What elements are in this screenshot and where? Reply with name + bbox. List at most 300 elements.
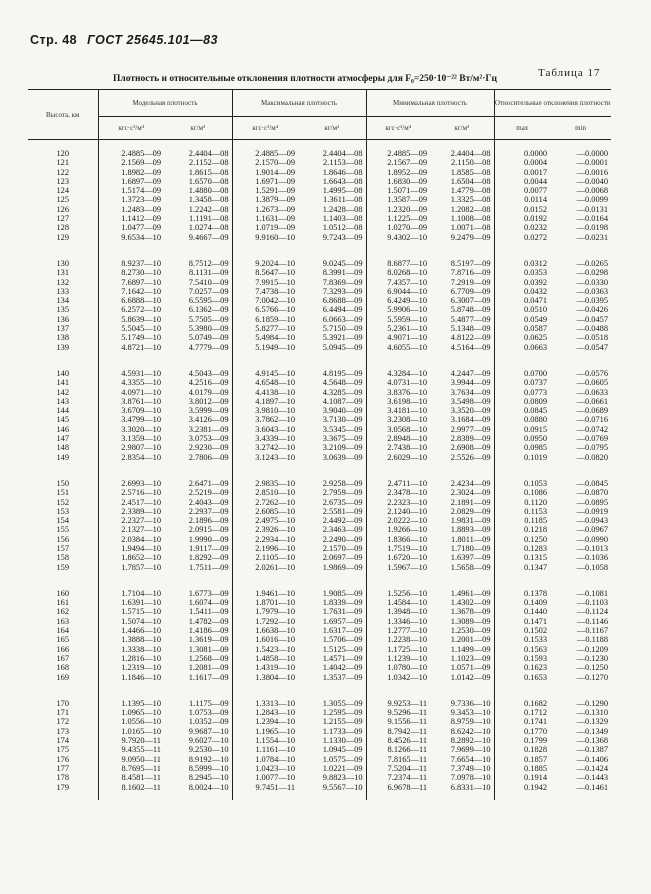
value-cell: 1.0165—10 xyxy=(98,727,164,736)
height-cell: 166 xyxy=(56,644,70,654)
value-cell: 0.0044 xyxy=(494,177,550,186)
value-cell: 1.1225—09 xyxy=(366,214,430,223)
table-row xyxy=(28,563,611,580)
value-cell: 0.0700 xyxy=(494,360,550,378)
value-cell: 7.3749—10 xyxy=(450,763,491,773)
value-cell: 9.7336—10 xyxy=(450,698,491,708)
page-number: Стр. 48 xyxy=(30,33,78,47)
table-row xyxy=(28,425,611,434)
value-cell: —0.0231 xyxy=(576,232,609,242)
value-cell: —0.1368 xyxy=(576,736,609,746)
value-cell: 4.3284—10 xyxy=(366,360,430,378)
value-cell: —0.0605 xyxy=(576,378,609,388)
value-cell: 9.7920—11 xyxy=(98,736,164,745)
value-cell: —0.1103 xyxy=(576,598,609,608)
table-row xyxy=(28,498,611,507)
value-cell: 1.0512—08 xyxy=(322,223,363,233)
value-cell: 1.0423—10 xyxy=(232,764,298,773)
value-cell: 1.8646—08 xyxy=(322,167,363,177)
table-row xyxy=(28,453,611,470)
value-cell: 2.4043—09 xyxy=(188,497,229,507)
value-cell: 1.1617—09 xyxy=(188,672,229,682)
value-cell: 2.1153—08 xyxy=(323,158,363,168)
value-cell: 6.5595—09 xyxy=(188,296,229,306)
table-row xyxy=(28,717,611,726)
height-cell: 122 xyxy=(56,167,70,177)
value-cell: 8.1131—09 xyxy=(189,268,229,278)
value-cell: 2.3478—10 xyxy=(366,488,430,497)
value-cell: 2.1896—09 xyxy=(188,516,229,526)
value-cell: 1.2082—08 xyxy=(450,204,491,214)
value-cell: 1.5411—09 xyxy=(189,607,229,617)
value-cell: 1.4302—09 xyxy=(450,598,491,608)
value-cell: 5.9906—10 xyxy=(366,305,430,314)
height-cell: 178 xyxy=(56,773,70,783)
value-cell: —0.0919 xyxy=(576,506,609,516)
value-cell: —0.0716 xyxy=(576,415,609,425)
value-cell: 1.0571—09 xyxy=(450,663,491,673)
value-cell: 1.5423—10 xyxy=(232,645,298,654)
value-cell: 1.3537—09 xyxy=(322,672,363,682)
table-row xyxy=(28,783,611,800)
value-cell: 1.2816—10 xyxy=(98,654,164,663)
value-cell: 3.8376—10 xyxy=(366,388,430,397)
value-cell: 2.4711—10 xyxy=(366,470,430,488)
value-cell: 3.9040—09 xyxy=(322,406,363,416)
height-cell: 175 xyxy=(56,745,70,755)
value-cell: 0.1712 xyxy=(494,708,550,717)
table-body xyxy=(28,140,611,800)
value-cell: 4.1087—09 xyxy=(322,396,363,406)
height-cell: 155 xyxy=(56,525,70,535)
value-cell: 8.1266—11 xyxy=(366,745,430,754)
table-row xyxy=(28,360,611,378)
value-cell: 1.2530—09 xyxy=(450,626,491,636)
value-cell: 1.0077—10 xyxy=(232,773,298,782)
value-cell: 2.5716—10 xyxy=(98,488,164,497)
value-cell: 2.4885—09 xyxy=(366,140,430,159)
value-cell: 3.4126—09 xyxy=(188,415,229,425)
value-cell: 8.3991—09 xyxy=(322,268,363,278)
height-cell: 149 xyxy=(56,452,70,462)
value-cell: —0.0518 xyxy=(576,333,609,343)
value-cell: 1.4880—08 xyxy=(188,186,229,196)
value-cell: —0.1058 xyxy=(576,562,609,572)
value-cell: 9.2479—09 xyxy=(450,232,491,242)
value-cell: 5.4984—10 xyxy=(232,333,298,342)
value-cell: 9.5567—10 xyxy=(322,782,363,792)
value-cell: 3.5345—09 xyxy=(322,424,363,434)
value-cell: 9.4302—10 xyxy=(366,233,430,250)
value-cell: 1.3723—09 xyxy=(98,195,164,204)
value-cell: 1.8893—09 xyxy=(450,525,491,535)
value-cell: 4.2516—09 xyxy=(188,378,229,388)
value-cell: —0.0769 xyxy=(576,434,609,444)
value-cell: 3.2308—10 xyxy=(366,415,430,424)
height-cell: 145 xyxy=(56,415,70,425)
value-cell: 5.1949—10 xyxy=(232,343,298,360)
value-cell: 1.6720—10 xyxy=(366,553,430,562)
value-cell: 0.0152 xyxy=(494,205,550,214)
value-cell: 2.2323—10 xyxy=(366,498,430,507)
value-cell: 1.9990—09 xyxy=(188,534,229,544)
value-cell: 7.9699—10 xyxy=(450,745,491,755)
table-title: Плотность и относительные отклонения плотности атмосферы для F₀=250·10⁻²² Вт/м²·Гц xyxy=(113,74,497,84)
value-cell: 1.6016—10 xyxy=(232,635,298,644)
value-cell: 6.9044—10 xyxy=(366,287,430,296)
value-cell: 2.8948—10 xyxy=(366,434,430,443)
value-cell: 8.6877—10 xyxy=(366,250,430,268)
height-cell: 173 xyxy=(56,726,70,736)
value-cell: 1.2155—09 xyxy=(322,717,363,727)
value-cell: 2.6085—10 xyxy=(232,507,298,516)
value-cell: 2.4517—10 xyxy=(98,498,164,507)
value-cell: —0.1081 xyxy=(576,588,609,598)
col-height: Высота, км xyxy=(28,90,98,140)
value-cell: 1.6074—09 xyxy=(188,598,229,608)
value-cell: 1.1965—10 xyxy=(232,727,298,736)
col-min: Минимальная плотность xyxy=(366,90,494,117)
value-cell: —0.1230 xyxy=(576,653,609,663)
value-cell: 1.3619—09 xyxy=(188,635,229,645)
standard-code: ГОСТ 25645.101—83 xyxy=(87,33,219,47)
value-cell: 1.8366—10 xyxy=(366,535,430,544)
value-cell: 0.1828 xyxy=(494,745,550,754)
height-cell: 154 xyxy=(56,516,70,526)
value-cell: 1.7104—10 xyxy=(98,580,164,598)
value-cell: 0.0232 xyxy=(494,223,550,232)
value-cell: 2.4404—08 xyxy=(450,149,491,158)
value-cell: 2.8510—10 xyxy=(232,488,298,497)
value-cell: 9.9253—11 xyxy=(366,690,430,708)
value-cell: 3.2742—10 xyxy=(232,443,298,452)
table-row xyxy=(28,745,611,754)
value-cell: 1.3611—08 xyxy=(323,195,363,205)
col-deviation: Относительные отклонения плотности xyxy=(494,90,611,117)
value-cell: 1.3081—09 xyxy=(188,644,229,654)
value-cell: 3.1243—10 xyxy=(232,453,298,470)
unit-max: max xyxy=(494,117,550,140)
height-cell: 130 xyxy=(56,258,70,268)
value-cell: 1.0342—10 xyxy=(366,673,430,690)
value-cell: —0.0870 xyxy=(576,488,609,498)
table-row xyxy=(28,205,611,214)
value-cell: 1.5291—09 xyxy=(232,186,298,195)
table-row xyxy=(28,195,611,204)
value-cell: 1.0556—10 xyxy=(98,717,164,726)
value-cell: 6.0663—09 xyxy=(322,314,363,324)
value-cell: 0.0845 xyxy=(494,406,550,415)
table-row xyxy=(28,673,611,690)
height-cell: 147 xyxy=(56,434,70,444)
value-cell: 1.3879—09 xyxy=(232,195,298,204)
height-cell: 144 xyxy=(56,406,70,416)
value-cell: 1.2242—08 xyxy=(188,204,229,214)
height-cell: 123 xyxy=(56,176,70,186)
value-cell: 0.1086 xyxy=(494,488,550,497)
table-row xyxy=(28,287,611,296)
table-row xyxy=(28,617,611,626)
table-row xyxy=(28,268,611,277)
value-cell: 7.6897—10 xyxy=(98,278,164,287)
value-cell: 1.1395—10 xyxy=(98,690,164,708)
value-cell: 1.1330—09 xyxy=(322,736,363,746)
value-cell: —0.0633 xyxy=(576,387,609,397)
value-cell: 0.1682 xyxy=(494,690,550,708)
table-row xyxy=(28,158,611,167)
height-cell: 146 xyxy=(56,424,70,434)
value-cell: —0.0099 xyxy=(576,195,609,205)
value-cell: 6.1859—10 xyxy=(232,315,298,324)
value-cell: 0.1741 xyxy=(494,717,550,726)
value-cell: 2.0261—10 xyxy=(232,563,298,580)
value-cell: 1.9869—09 xyxy=(322,562,363,572)
value-cell: 4.5043—09 xyxy=(188,368,229,378)
value-cell: 3.5999—09 xyxy=(188,406,229,416)
value-cell: 1.3338—10 xyxy=(98,645,164,654)
value-cell: 0.0353 xyxy=(494,268,550,277)
value-cell: 7.3293—09 xyxy=(322,286,363,296)
value-cell: 3.4339—10 xyxy=(232,434,298,443)
value-cell: 5.1348—09 xyxy=(450,324,491,334)
value-cell: 1.6773—09 xyxy=(188,588,229,598)
value-cell: 0.0587 xyxy=(494,324,550,333)
value-cell: 1.7979—10 xyxy=(232,607,298,616)
value-cell: 1.2777—10 xyxy=(366,626,430,635)
value-cell: 1.2001—09 xyxy=(450,635,491,645)
value-cell: 5.8639—10 xyxy=(98,315,164,324)
height-cell: 168 xyxy=(56,663,70,673)
value-cell: 2.1891—09 xyxy=(450,497,491,507)
table-row xyxy=(28,305,611,314)
value-cell: —0.1290 xyxy=(576,698,609,708)
value-cell: 1.7631—09 xyxy=(322,607,363,617)
height-cell: 125 xyxy=(56,195,70,205)
value-cell: 0.1593 xyxy=(494,654,550,663)
value-cell: 1.6570—08 xyxy=(188,176,229,186)
value-cell: 8.5197—09 xyxy=(450,258,491,268)
value-cell: 0.1378 xyxy=(494,580,550,598)
value-cell: 1.2595—09 xyxy=(322,708,363,718)
table-row xyxy=(28,626,611,635)
value-cell: 1.7180—09 xyxy=(450,543,491,553)
value-cell: 1.7511—09 xyxy=(189,562,229,572)
unit-min: min xyxy=(550,117,611,140)
height-cell: 120 xyxy=(56,149,70,158)
table-row xyxy=(28,635,611,644)
value-cell: 0.0737 xyxy=(494,378,550,387)
height-cell: 126 xyxy=(56,204,70,214)
unit-kgs: кгс·с²/м⁴ xyxy=(98,117,164,140)
value-cell: 2.4975—10 xyxy=(232,516,298,525)
value-cell: 0.0114 xyxy=(494,195,550,204)
value-cell: 5.8277—10 xyxy=(232,324,298,333)
value-cell: 2.0222—10 xyxy=(366,516,430,525)
value-cell: 0.1283 xyxy=(494,544,550,553)
table-row xyxy=(28,186,611,195)
value-cell: 0.0471 xyxy=(494,296,550,305)
value-cell: 2.9230—09 xyxy=(188,443,229,453)
height-cell: 128 xyxy=(56,223,70,233)
value-cell: 2.4885—09 xyxy=(232,140,298,159)
value-cell: 1.2238—10 xyxy=(366,635,430,644)
value-cell: 1.1403—08 xyxy=(322,214,363,224)
value-cell: 2.4885—09 xyxy=(98,140,164,159)
value-cell: —0.1188 xyxy=(576,635,609,645)
value-cell: 7.5204—11 xyxy=(366,764,430,773)
value-cell: —0.1406 xyxy=(576,754,609,764)
value-cell: 6.8688—09 xyxy=(322,296,363,306)
value-cell: 0.0915 xyxy=(494,425,550,434)
height-cell: 156 xyxy=(56,534,70,544)
value-cell: 5.7150—09 xyxy=(322,324,363,334)
value-cell: 0.0985 xyxy=(494,443,550,452)
height-cell: 150 xyxy=(56,478,70,488)
height-cell: 134 xyxy=(56,296,70,306)
value-cell: 4.0971—10 xyxy=(98,388,164,397)
value-cell: 1.5706—09 xyxy=(322,635,363,645)
value-cell: 0.1053 xyxy=(494,470,550,488)
value-cell: 4.6548—10 xyxy=(232,378,298,387)
value-cell: 4.8721—10 xyxy=(98,343,164,360)
value-cell: 4.1897—10 xyxy=(232,397,298,406)
value-cell: 4.0731—10 xyxy=(366,378,430,387)
value-cell: 0.0004 xyxy=(494,158,550,167)
table-row xyxy=(28,507,611,516)
value-cell: 1.3587—09 xyxy=(366,195,430,204)
value-cell: 1.0719—09 xyxy=(232,223,298,232)
value-cell: 1.1554—10 xyxy=(232,736,298,745)
value-cell: 2.7806—09 xyxy=(188,452,229,462)
value-cell: 1.6971—09 xyxy=(232,177,298,186)
value-cell: 1.8339—09 xyxy=(322,598,363,608)
table-row xyxy=(28,654,611,663)
value-cell: 0.1799 xyxy=(494,736,550,745)
table-row xyxy=(28,388,611,397)
value-cell: 0.0773 xyxy=(494,388,550,397)
value-cell: 9.1556—11 xyxy=(366,717,430,726)
value-cell: 2.1150—08 xyxy=(451,158,491,168)
value-cell: 2.5526—09 xyxy=(450,452,491,462)
value-cell: 2.8389—09 xyxy=(450,434,491,444)
value-cell: 1.1175—09 xyxy=(189,698,229,708)
value-cell: 0.0880 xyxy=(494,415,550,424)
value-cell: 3.6709—10 xyxy=(98,406,164,415)
value-cell: 7.5410—09 xyxy=(188,277,229,287)
table-row xyxy=(28,315,611,324)
value-cell: 6.4494—09 xyxy=(322,305,363,315)
value-cell: 3.6198—10 xyxy=(366,397,430,406)
value-cell: 1.1412—09 xyxy=(98,214,164,223)
value-cell: 7.0257—09 xyxy=(188,286,229,296)
value-cell: 2.8354—10 xyxy=(98,453,164,470)
value-cell: 6.3007—09 xyxy=(450,296,491,306)
table-row xyxy=(28,580,611,598)
value-cell: 0.0392 xyxy=(494,278,550,287)
value-cell: 0.1942 xyxy=(494,783,550,800)
value-cell: 1.3325—08 xyxy=(450,195,491,205)
value-cell: 3.7130—09 xyxy=(322,415,363,425)
value-cell: 1.4466—10 xyxy=(98,626,164,635)
value-cell: 1.3804—10 xyxy=(232,673,298,690)
value-cell: 9.2530—10 xyxy=(188,745,229,755)
value-cell: 7.2374—11 xyxy=(366,773,430,782)
value-cell: —0.0068 xyxy=(576,186,609,196)
value-cell: 3.4799—10 xyxy=(98,415,164,424)
value-cell: 5.4877—09 xyxy=(450,314,491,324)
value-cell: —0.1146 xyxy=(576,616,609,626)
value-cell: 2.2327—10 xyxy=(98,516,164,525)
value-cell: 9.5296—11 xyxy=(366,708,430,717)
value-cell: —0.0164 xyxy=(576,214,609,224)
value-cell: 0.1563 xyxy=(494,645,550,654)
value-cell: 1.2568—09 xyxy=(188,653,229,663)
value-cell: —0.0363 xyxy=(576,286,609,296)
value-cell: 1.6397—09 xyxy=(450,553,491,563)
value-cell: 0.1471 xyxy=(494,617,550,626)
table-row xyxy=(28,324,611,333)
value-cell: 1.6504—08 xyxy=(450,176,491,186)
value-cell: 2.2490—09 xyxy=(322,534,363,544)
value-cell: 1.3458—08 xyxy=(188,195,229,205)
height-cell: 135 xyxy=(56,305,70,315)
value-cell: 3.3520—09 xyxy=(450,406,491,416)
value-cell: 5.2361—10 xyxy=(366,324,430,333)
value-cell: 8.5647—10 xyxy=(232,268,298,277)
value-cell: 7.2919—09 xyxy=(450,277,491,287)
height-cell: 121 xyxy=(56,158,70,168)
value-cell: 1.1161—10 xyxy=(232,745,298,754)
value-cell: 4.6055—10 xyxy=(366,343,430,360)
value-cell: 9.4667—09 xyxy=(188,232,229,242)
value-cell: —0.1329 xyxy=(576,717,609,727)
col-max: Максимальная плотность xyxy=(232,90,366,117)
value-cell: 0.0272 xyxy=(494,233,550,250)
value-cell: 1.5074—10 xyxy=(98,617,164,626)
value-cell: 1.1733—09 xyxy=(322,726,363,736)
value-cell: 7.6654—10 xyxy=(450,754,491,764)
value-cell: 1.4186—09 xyxy=(188,626,229,636)
value-cell: 9.6534—10 xyxy=(98,233,164,250)
value-cell: —0.1349 xyxy=(576,726,609,736)
value-cell: 0.1315 xyxy=(494,553,550,562)
value-cell: 0.0809 xyxy=(494,397,550,406)
table-row xyxy=(28,378,611,387)
value-cell: 0.1153 xyxy=(494,507,550,516)
value-cell: 1.1846—10 xyxy=(98,673,164,690)
value-cell: 7.0042—10 xyxy=(232,296,298,305)
value-cell: —0.0689 xyxy=(576,406,609,416)
height-cell: 176 xyxy=(56,754,70,764)
unit-kgs: кгс·с²/м⁴ xyxy=(232,117,298,140)
value-cell: 6.6888—10 xyxy=(98,296,164,305)
table-row xyxy=(28,535,611,544)
table-row xyxy=(28,296,611,305)
value-cell: 1.0270—09 xyxy=(366,223,430,232)
height-cell: 167 xyxy=(56,653,70,663)
value-cell: 1.7292—10 xyxy=(232,617,298,626)
height-cell: 159 xyxy=(56,562,70,572)
value-cell: —0.0845 xyxy=(576,478,609,488)
unit-kgs: кгс·с²/м⁴ xyxy=(366,117,430,140)
height-cell: 141 xyxy=(56,378,70,388)
value-cell: 1.6957—09 xyxy=(322,616,363,626)
value-cell: 3.6043—10 xyxy=(232,425,298,434)
value-cell: 8.2945—10 xyxy=(188,773,229,783)
value-cell: 2.1567—09 xyxy=(366,158,430,167)
value-cell: —0.1310 xyxy=(576,708,609,718)
value-cell: 2.1240—10 xyxy=(366,507,430,516)
